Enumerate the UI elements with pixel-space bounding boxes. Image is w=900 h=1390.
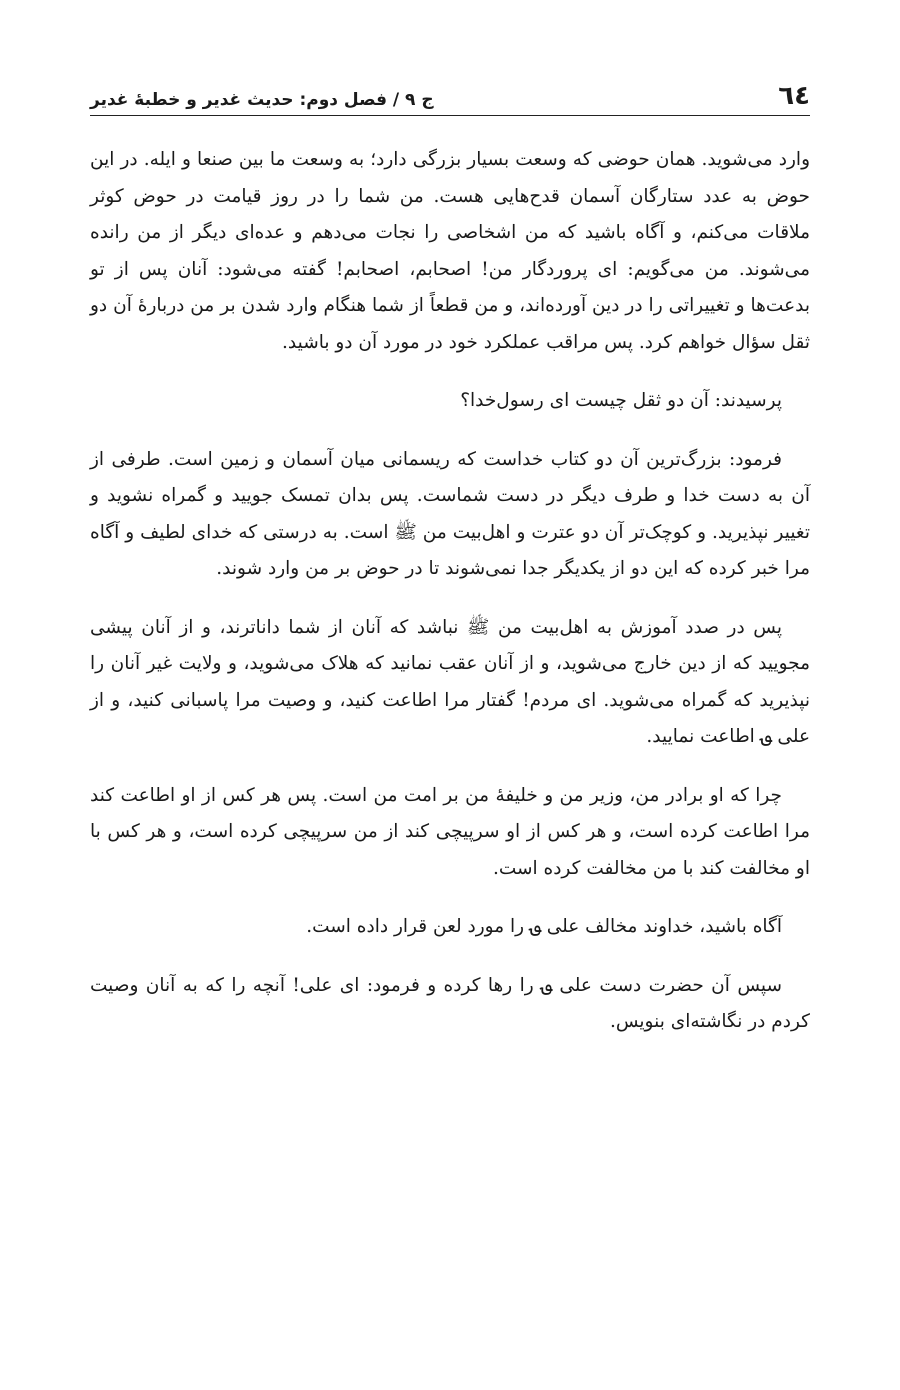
book-page [90, 0, 810, 1390]
running-head: ج ۹ / فصل دوم: حدیث غدیر و خطبهٔ غدیر [90, 90, 434, 110]
paragraph: فرمود: بزرگ‌ترین آن دو کتاب خداست که ریسمانی میان آسمان و زمین است. طرفی از آن به دست خدا و طرف دیگر در دست شماست. پس بدان تمسک جویید و گمراه نشوید و تغییر نپذیرید. و کوچک‌تر آن دو عترت و اهل‌بیت من ﷺ است. به درستی که خدای لطیف و آگاه مرا خبر کرده که این دو از یکدیگر جدا نمی‌شوند تا در حوض بر من وارد شوند. [90, 448, 810, 579]
page-header [90, 70, 810, 116]
page-body [90, 142, 810, 1063]
paragraph: پس در صدد آموزش به اهل‌بیت من ﷺ نباشد که آنان از شما داناترند، و از آنان پیشی مجویید که از دین خارج می‌شوید، و از آنان عقب نمانید که هلاک می‌شوید، و ولایت غیر آنان را نپذیرید که گمراه می‌شوید. ای مردم! گفتار مرا اطاعت کنید، و وصیت مرا پاسبانی کنید، و از علی ؈ اطاعت نمایید. [90, 616, 810, 747]
paragraph: پرسیدند: آن دو ثقل چیست ای رسول‌خدا؟ [460, 390, 782, 411]
page-number: ٦٤ [778, 81, 810, 111]
paragraph: وارد می‌شوید. همان حوضی که وسعت بسیار بزرگی دارد؛ به وسعت ما بین صنعا و ایله. در این حوض به عدد ستارگان آسمان قدح‌هایی هست. من شما را در روز قیامت در حوض کوثر ملاقات می‌کنم، و آگاه باشید که من اشخاصی را نجات می‌دهم و عده‌ای دیگر از من رانده می‌شوند. من می‌گویم: ای پروردگار من! اصحابم، اصحابم! گفته می‌شود: آنان پس از تو بدعت‌ها و تغییراتی را در دین آورده‌اند، و من قطعاً از شما هنگام وارد شدن بر من دربارهٔ آن دو ثقل سؤال خواهم کرد. پس مراقب عملکرد خود در مورد آن دو باشید. [90, 149, 810, 353]
paragraph: چرا که او برادر من، وزیر من و خلیفهٔ من بر امت من است. پس هر کس از او اطاعت کند مرا اطاعت کرده است، و هر کس از او سرپیچی کند از من سرپیچی کرده است، و هر کس با او مخالفت کند با من مخالفت کرده است. [90, 784, 810, 879]
paragraph: آگاه باشید، خداوند مخالف علی ؈ را مورد لعن قرار داده است. [306, 916, 782, 937]
paragraph: سپس آن حضرت دست علی ؈ را رها کرده و فرمود: ای علی! آنچه را که به آنان وصیت کردم در نگاشته‌ای بنویس. [90, 974, 810, 1032]
